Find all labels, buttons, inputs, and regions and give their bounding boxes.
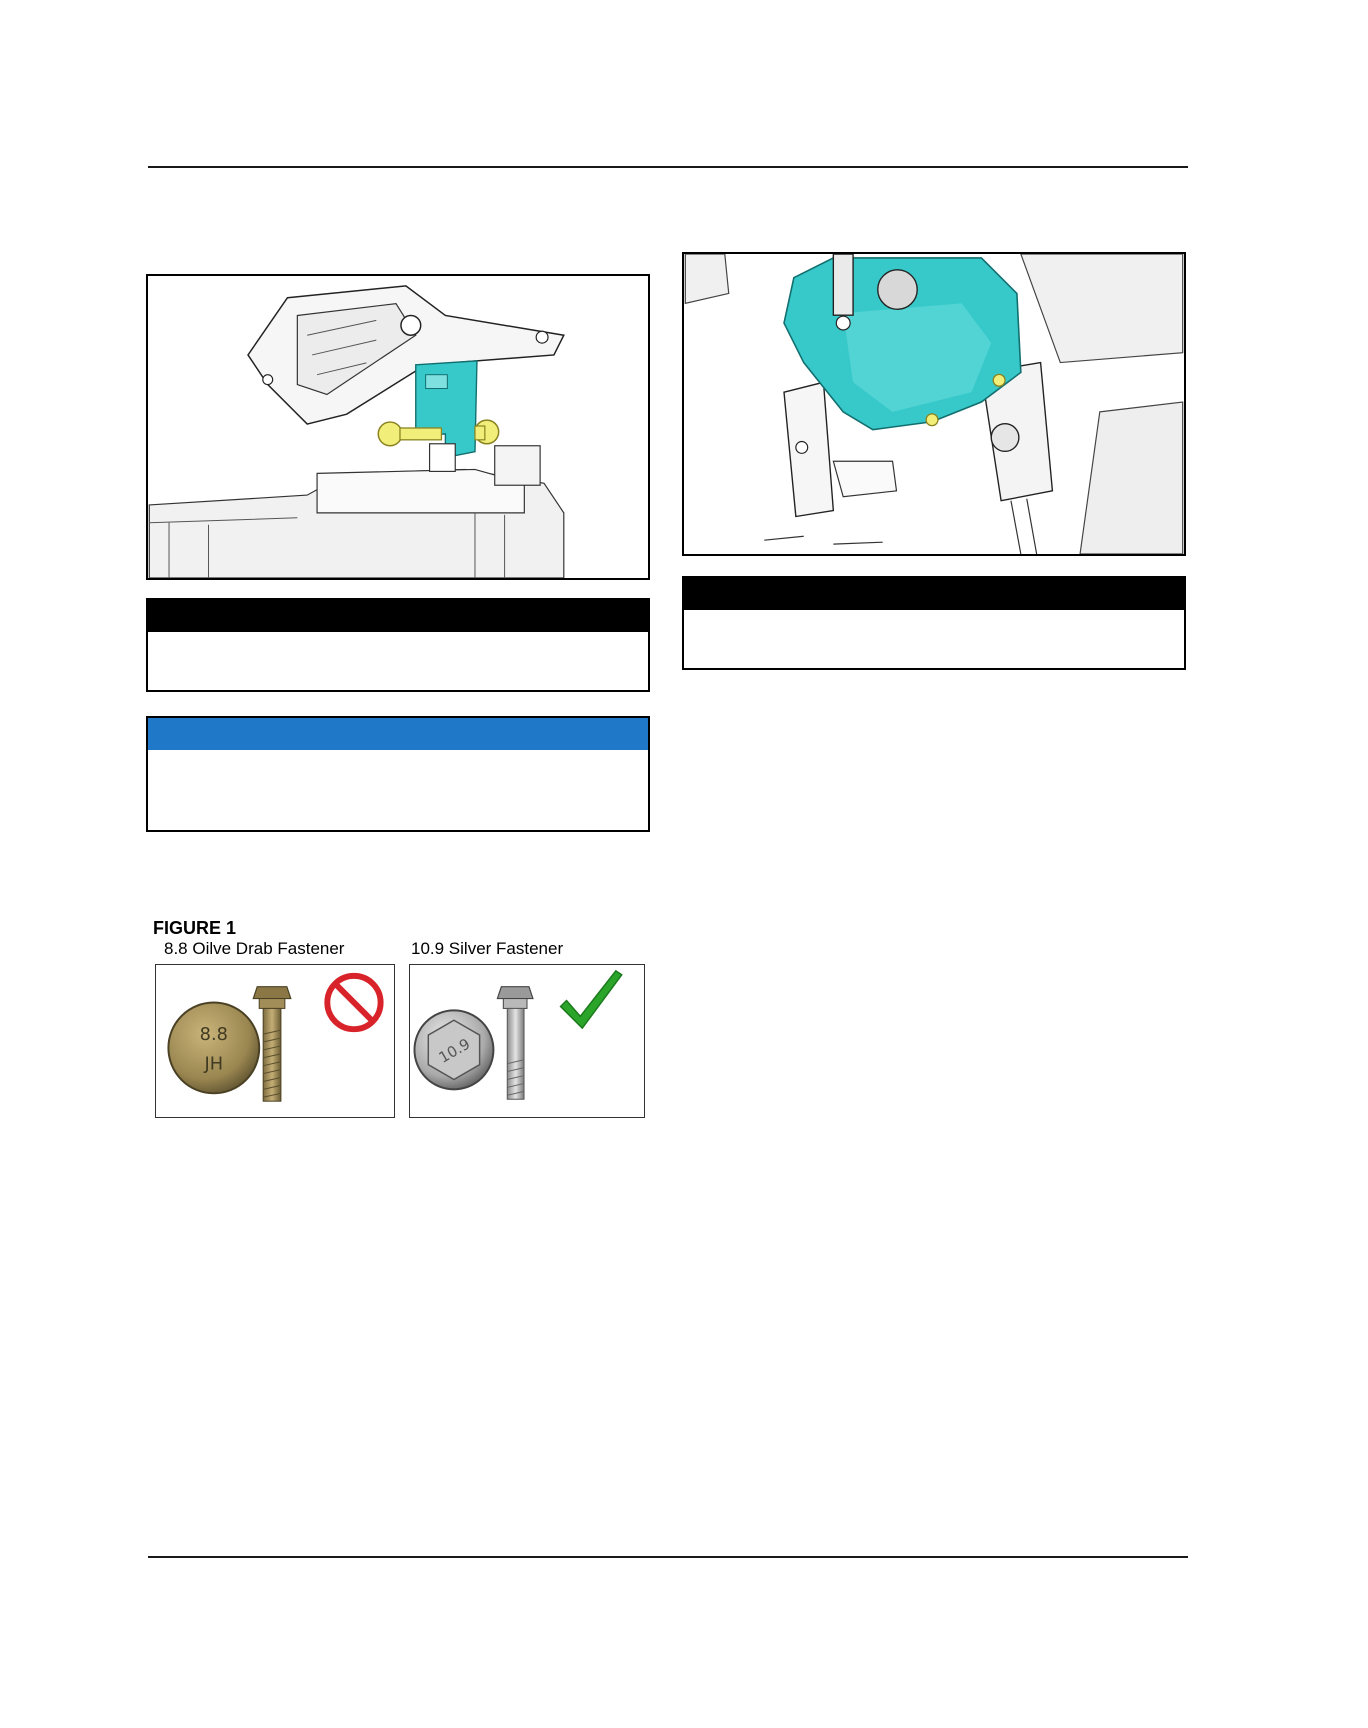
warning-callout [146,598,650,692]
fastener-8-8-photo [155,964,395,1118]
olive-drab-fastener-image [156,965,394,1117]
warning-header-bar-right [684,578,1184,610]
warning-header-bar [148,600,648,632]
shift-bracket-illustration [146,274,650,580]
shift-cover-illustration [682,252,1186,556]
silver-fastener-image [410,965,644,1117]
figure-left-label: 8.8 Oilve Drab Fastener [164,939,345,958]
bolt-head-10-9 [414,1010,493,1089]
figure-right-label: 10.9 Silver Fastener [411,939,564,958]
shift-cover-drawing [684,254,1184,554]
bolt-head-8-8 [168,1003,259,1094]
caution-callout [146,716,650,832]
shift-bracket-drawing [148,276,648,578]
cover-fastener-2 [993,374,1005,386]
warning-callout-right [682,576,1186,670]
fastener-10-9-photo [409,964,645,1118]
head-marking-maker: JH [204,1054,224,1075]
head-marking-grade: 8.8 [199,1025,228,1046]
cover-fastener-1 [926,414,938,426]
fastener-nut [475,420,499,444]
caution-header-bar [148,718,648,750]
figure-title: FIGURE 1 [153,918,237,938]
head-marking-grade: 10.9 [436,1035,474,1067]
header-rule [148,166,1188,168]
footer-rule [148,1556,1188,1558]
